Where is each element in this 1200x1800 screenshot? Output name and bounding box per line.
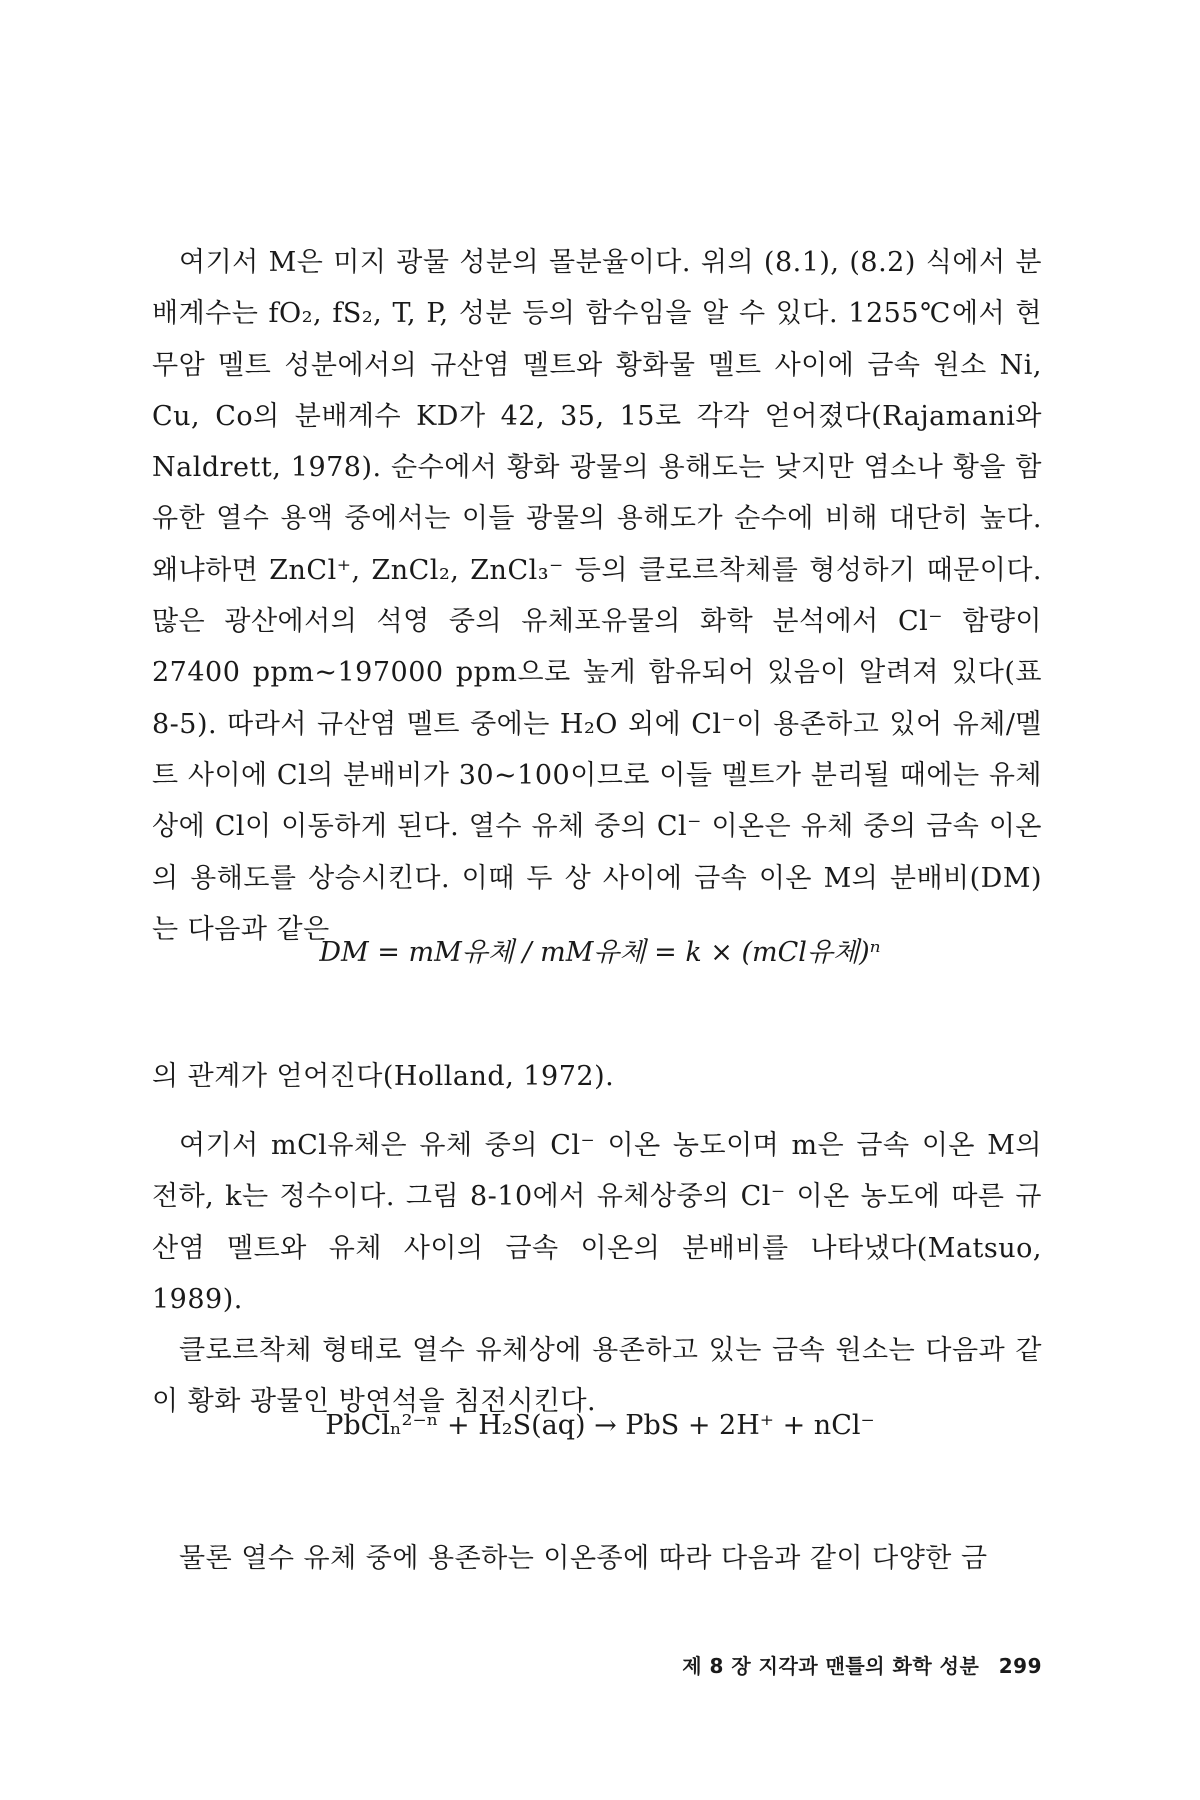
paragraph-5: 물론 열수 유체 중에 용존하는 이온종에 따라 다음과 같이 다양한 금	[179, 1543, 988, 1574]
page-number: 299	[998, 1654, 1042, 1678]
equation-distribution: DM = mM유체 / mM유체 = k × (mCl유체)ⁿ	[319, 937, 881, 968]
paragraph-4: 클로르착체 형태로 열수 유체상에 용존하고 있는 금속 원소는 다음과 같이 황화 광물인 방연석을 침전시킨다.	[152, 1335, 1042, 1418]
paragraph-2: 의 관계가 얻어진다(Holland, 1972).	[152, 1061, 615, 1092]
equation-galena: PbClₙ²⁻ⁿ + H₂S(aq) → PbS + 2H⁺ + nCl⁻	[325, 1410, 875, 1441]
paragraph-1: 여기서 M은 미지 광물 성분의 몰분율이다. 위의 (8.1), (8.2) 식에서 분배계수는 fO₂, fS₂, T, P, 성분 등의 함수임을 알 수 있다. 1255℃에서 현무암 멜트 성분에서의 규산염 멜트와 황화물 멜트 사이에 금속 원소 Ni, Cu, Co의 분배계수 KD가 42, 35, 15로 각각 얻어졌다(Rajamani와 Naldrett, 1978). 순수에서 황화 광물의 용해도는 낮지만 염소나 황을 함유한 열수 용액 중에서는 이들 광물의 용해도가 순수에 비해 대단히 높다. 왜냐하면 ZnCl⁺, ZnCl₂, ZnCl₃⁻ 등의 클로르착체를 형성하기 때문이다. 많은 광산에서의 석영 중의 유체포유물의 화학 분석에서 Cl⁻ 함량이 27400 ppm~197000 ppm으로 높게 함유되어 있음이 알려져 있다(표 8-5). 따라서 규산염 멜트 중에는 H₂O 외에 Cl⁻이 용존하고 있어 유체/멜트 사이에 Cl의 분배비가 30~100이므로 이들 멜트가 분리될 때에는 유체상에 Cl이 이동하게 된다. 열수 유체 중의 Cl⁻ 이온은 유체 중의 금속 이온의 용해도를 상승시킨다. 이때 두 상 사이에 금속 이온 M의 분배비(DM)는 다음과 같은	[152, 247, 1042, 945]
paragraph-3: 여기서 mCl유체은 유체 중의 Cl⁻ 이온 농도이며 m은 금속 이온 M의 전하, k는 정수이다. 그림 8-10에서 유체상중의 Cl⁻ 이온 농도에 따른 규산염 멜트와 유체 사이의 금속 이온의 분배비를 나타냈다(Matsuo, 1989).	[152, 1130, 1042, 1315]
page-footer	[682, 1650, 1042, 1679]
chapter-title: 제 8 장 지각과 맨틀의 화학 성분	[682, 1654, 980, 1678]
